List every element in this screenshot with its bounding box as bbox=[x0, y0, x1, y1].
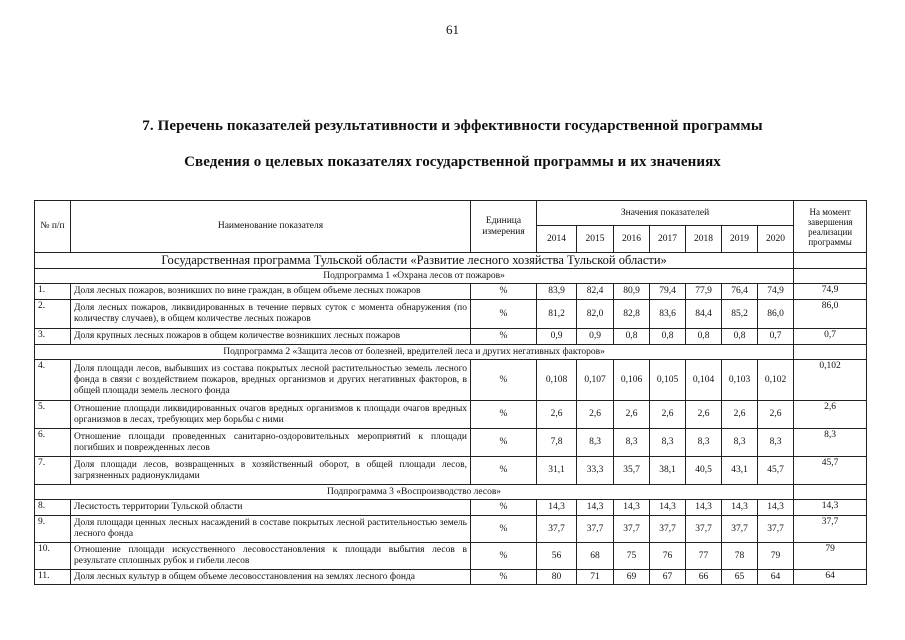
row-number: 10. bbox=[35, 543, 71, 570]
value-cell: 14,3 bbox=[722, 500, 758, 516]
value-cell: 14,3 bbox=[758, 500, 794, 516]
value-cell: 69 bbox=[614, 570, 650, 585]
row-number: 6. bbox=[35, 429, 71, 457]
value-cell: 56 bbox=[537, 543, 577, 570]
unit-cell: % bbox=[471, 570, 537, 585]
table-row bbox=[35, 429, 867, 457]
value-cell: 0,103 bbox=[722, 360, 758, 401]
value-cell: 83,9 bbox=[537, 284, 577, 300]
unit-cell: % bbox=[471, 457, 537, 485]
value-cell: 37,7 bbox=[650, 516, 686, 543]
indicator-name: Отношение площади ликвидированных очагов вредных организмов к площади очагов вредных организмов в лесах, требующих мер борьбы с ними bbox=[71, 401, 471, 429]
row-number: 4. bbox=[35, 360, 71, 401]
value-cell: 2,6 bbox=[686, 401, 722, 429]
value-cell: 80 bbox=[537, 570, 577, 585]
program-row bbox=[35, 253, 867, 269]
value-cell: 0,104 bbox=[686, 360, 722, 401]
value-cell: 85,2 bbox=[722, 300, 758, 329]
value-cell: 83,6 bbox=[650, 300, 686, 329]
unit-cell: % bbox=[471, 516, 537, 543]
unit-cell: % bbox=[471, 401, 537, 429]
value-cell: 0,7 bbox=[758, 329, 794, 345]
row-number: 5. bbox=[35, 401, 71, 429]
value-cell: 37,7 bbox=[537, 516, 577, 543]
value-cell: 0,8 bbox=[650, 329, 686, 345]
value-cell: 8,3 bbox=[686, 429, 722, 457]
value-cell: 14,3 bbox=[614, 500, 650, 516]
value-cell: 0,102 bbox=[758, 360, 794, 401]
value-cell: 14,3 bbox=[577, 500, 614, 516]
value-cell: 2,6 bbox=[577, 401, 614, 429]
value-cell: 45,7 bbox=[758, 457, 794, 485]
indicator-name: Доля площади лесов, выбывших из состава покрытых лесной растительностью земель лесного фонда в связи с воздействием пожаров, вредных организмов и других негативных факторов, в общей площади земель лесного фонда bbox=[71, 360, 471, 401]
final-value-cell: 0,102 bbox=[794, 360, 867, 401]
value-cell: 43,1 bbox=[722, 457, 758, 485]
row-number: 8. bbox=[35, 500, 71, 516]
indicator-name: Отношение площади искусственного лесовосстановления к площади выбытия лесов в результате сплошных рубок и гибели лесов bbox=[71, 543, 471, 570]
value-cell: 77,9 bbox=[686, 284, 722, 300]
value-cell: 78 bbox=[722, 543, 758, 570]
final-value-cell: 64 bbox=[794, 570, 867, 585]
unit-cell: % bbox=[471, 360, 537, 401]
value-cell: 0,108 bbox=[537, 360, 577, 401]
value-cell: 64 bbox=[758, 570, 794, 585]
table-row bbox=[35, 329, 867, 345]
final-value-cell: 37,7 bbox=[794, 516, 867, 543]
page-subtitle: Сведения о целевых показателях государственной программы и их значениях bbox=[184, 154, 721, 170]
subprogram-title: Подпрограмма 3 «Воспроизводство лесов» bbox=[35, 485, 794, 500]
value-cell: 8,3 bbox=[650, 429, 686, 457]
value-cell: 76 bbox=[650, 543, 686, 570]
table-row bbox=[35, 543, 867, 570]
value-cell: 33,3 bbox=[577, 457, 614, 485]
row-number: 9. bbox=[35, 516, 71, 543]
unit-cell: % bbox=[471, 329, 537, 345]
final-value-cell: 0,7 bbox=[794, 329, 867, 345]
header-year: 2018 bbox=[686, 226, 722, 253]
value-cell: 0,8 bbox=[722, 329, 758, 345]
final-value-cell: 79 bbox=[794, 543, 867, 570]
value-cell: 82,8 bbox=[614, 300, 650, 329]
value-cell: 8,3 bbox=[614, 429, 650, 457]
value-cell: 14,3 bbox=[650, 500, 686, 516]
subprogram-title: Подпрограмма 1 «Охрана лесов от пожаров» bbox=[35, 269, 794, 284]
header-year: 2016 bbox=[614, 226, 650, 253]
unit-cell: % bbox=[471, 429, 537, 457]
indicators-body bbox=[35, 253, 867, 585]
value-cell: 86,0 bbox=[758, 300, 794, 329]
value-cell: 37,7 bbox=[758, 516, 794, 543]
unit-cell: % bbox=[471, 300, 537, 329]
value-cell: 8,3 bbox=[577, 429, 614, 457]
row-number: 2. bbox=[35, 300, 71, 329]
page-title: 7. Перечень показателей результативности и эффективности государственной программы bbox=[142, 118, 763, 134]
value-cell: 2,6 bbox=[758, 401, 794, 429]
row-number: 11. bbox=[35, 570, 71, 585]
final-value-cell: 8,3 bbox=[794, 429, 867, 457]
indicator-name: Доля лесных пожаров, ликвидированных в течение первых суток с момента обнаружения (по количеству случаев), в общем количестве лесных пожаров bbox=[71, 300, 471, 329]
unit-cell: % bbox=[471, 500, 537, 516]
value-cell: 79 bbox=[758, 543, 794, 570]
value-cell: 75 bbox=[614, 543, 650, 570]
final-value-cell: 14,3 bbox=[794, 500, 867, 516]
value-cell: 67 bbox=[650, 570, 686, 585]
indicator-name: Отношение площади проведенных санитарно-оздоровительных мероприятий к площади погибших и поврежденных лесов bbox=[71, 429, 471, 457]
value-cell: 79,4 bbox=[650, 284, 686, 300]
row-number: 3. bbox=[35, 329, 71, 345]
value-cell: 0,9 bbox=[537, 329, 577, 345]
unit-cell: % bbox=[471, 543, 537, 570]
indicator-name: Доля площади лесов, возвращенных в хозяйственный оборот, в общей площади лесов, загрязненных радионуклидами bbox=[71, 457, 471, 485]
value-cell: 38,1 bbox=[650, 457, 686, 485]
value-cell: 82,0 bbox=[577, 300, 614, 329]
subprogram-title: Подпрограмма 2 «Защита лесов от болезней, вредителей леса и других негативных факторов» bbox=[35, 345, 794, 360]
value-cell: 40,5 bbox=[686, 457, 722, 485]
table-row bbox=[35, 300, 867, 329]
table-row bbox=[35, 360, 867, 401]
program-title: Государственная программа Тульской области «Развитие лесного хозяйства Тульской области» bbox=[35, 253, 794, 269]
value-cell: 7,8 bbox=[537, 429, 577, 457]
indicator-name: Доля крупных лесных пожаров в общем количестве возникших лесных пожаров bbox=[71, 329, 471, 345]
value-cell: 74,9 bbox=[758, 284, 794, 300]
value-cell: 68 bbox=[577, 543, 614, 570]
value-cell: 77 bbox=[686, 543, 722, 570]
value-cell: 65 bbox=[722, 570, 758, 585]
value-cell: 0,106 bbox=[614, 360, 650, 401]
header-year: 2017 bbox=[650, 226, 686, 253]
row-number: 7. bbox=[35, 457, 71, 485]
value-cell: 8,3 bbox=[758, 429, 794, 457]
value-cell: 0,105 bbox=[650, 360, 686, 401]
subprogram-row bbox=[35, 269, 867, 284]
value-cell: 14,3 bbox=[537, 500, 577, 516]
table-row bbox=[35, 570, 867, 585]
value-cell: 31,1 bbox=[537, 457, 577, 485]
value-cell: 71 bbox=[577, 570, 614, 585]
indicator-name: Доля лесных пожаров, возникших по вине граждан, в общем объеме лесных пожаров bbox=[71, 284, 471, 300]
header-number: № п/п bbox=[35, 201, 71, 253]
header-name: Наименование показателя bbox=[71, 201, 471, 253]
value-cell: 0,8 bbox=[614, 329, 650, 345]
table-row bbox=[35, 457, 867, 485]
final-value-cell: 86,0 bbox=[794, 300, 867, 329]
value-cell: 80,9 bbox=[614, 284, 650, 300]
indicators-table bbox=[34, 200, 867, 585]
value-cell: 0,107 bbox=[577, 360, 614, 401]
page-number: 61 bbox=[446, 22, 459, 37]
value-cell: 0,8 bbox=[686, 329, 722, 345]
value-cell: 0,9 bbox=[577, 329, 614, 345]
indicator-name: Доля лесных культур в общем объеме лесовосстановления на землях лесного фонда bbox=[71, 570, 471, 585]
final-value-cell: 2,6 bbox=[794, 401, 867, 429]
header-year: 2019 bbox=[722, 226, 758, 253]
value-cell: 14,3 bbox=[686, 500, 722, 516]
value-cell: 84,4 bbox=[686, 300, 722, 329]
value-cell: 81,2 bbox=[537, 300, 577, 329]
header-year: 2015 bbox=[577, 226, 614, 253]
header-final: На момент завершения реализации программы bbox=[794, 201, 867, 253]
table-row bbox=[35, 401, 867, 429]
value-cell: 2,6 bbox=[722, 401, 758, 429]
value-cell: 37,7 bbox=[577, 516, 614, 543]
final-value-cell: 45,7 bbox=[794, 457, 867, 485]
final-value-cell: 74,9 bbox=[794, 284, 867, 300]
subprogram-row bbox=[35, 345, 867, 360]
indicator-name: Лесистость территории Тульской области bbox=[71, 500, 471, 516]
value-cell: 2,6 bbox=[650, 401, 686, 429]
header-year: 2014 bbox=[537, 226, 577, 253]
value-cell: 2,6 bbox=[614, 401, 650, 429]
value-cell: 37,7 bbox=[722, 516, 758, 543]
unit-cell: % bbox=[471, 284, 537, 300]
value-cell: 37,7 bbox=[686, 516, 722, 543]
table-row bbox=[35, 500, 867, 516]
value-cell: 76,4 bbox=[722, 284, 758, 300]
value-cell: 37,7 bbox=[614, 516, 650, 543]
row-number: 1. bbox=[35, 284, 71, 300]
value-cell: 35,7 bbox=[614, 457, 650, 485]
table-row bbox=[35, 516, 867, 543]
value-cell: 8,3 bbox=[722, 429, 758, 457]
header-unit: Единица измерения bbox=[471, 201, 537, 253]
subprogram-row bbox=[35, 485, 867, 500]
header-year: 2020 bbox=[758, 226, 794, 253]
table-row bbox=[35, 284, 867, 300]
value-cell: 2,6 bbox=[537, 401, 577, 429]
header-values-group: Значения показателей bbox=[537, 201, 794, 226]
value-cell: 66 bbox=[686, 570, 722, 585]
indicator-name: Доля площади ценных лесных насаждений в составе покрытых лесной растительностью земель лесного фонда bbox=[71, 516, 471, 543]
value-cell: 82,4 bbox=[577, 284, 614, 300]
